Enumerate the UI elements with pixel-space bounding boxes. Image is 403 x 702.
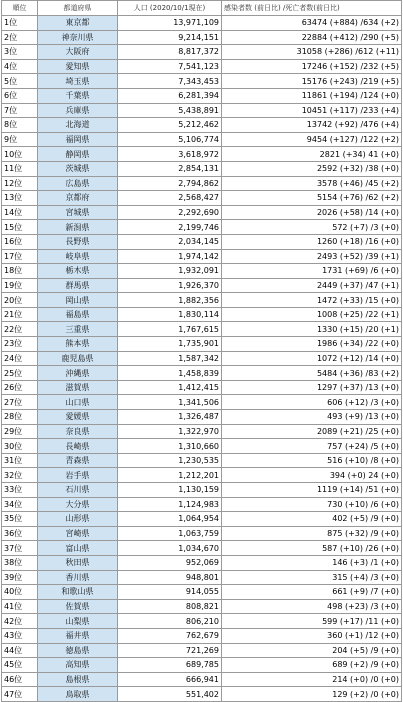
table-row (2, 453, 402, 468)
population-cell: 5,438,891 (118, 103, 222, 118)
table-row (2, 541, 402, 556)
prefecture-cell: 和歌山県 (38, 585, 118, 600)
cases-cell: 17246 (+152) /232 (+5) (222, 59, 402, 74)
prefecture-cell: 徳島県 (38, 643, 118, 658)
cases-cell: 757 (+24) /5 (+0) (222, 439, 402, 454)
rank-cell: 44位 (2, 643, 38, 658)
cases-cell: 572 (+7) /3 (+0) (222, 220, 402, 235)
cases-cell: 2089 (+21) /25 (+0) (222, 424, 402, 439)
table-header-row (2, 1, 402, 16)
rank-cell: 28位 (2, 410, 38, 425)
population-cell: 2,854,131 (118, 161, 222, 176)
prefecture-cell: 東京都 (38, 16, 118, 31)
population-cell: 1,926,370 (118, 278, 222, 293)
rank-cell: 10位 (2, 147, 38, 162)
cases-cell: 15176 (+243) /219 (+5) (222, 74, 402, 89)
cases-cell: 493 (+9) /13 (+0) (222, 410, 402, 425)
table-row (2, 234, 402, 249)
table-row (2, 176, 402, 191)
prefecture-cell: 茨城県 (38, 161, 118, 176)
population-cell: 7,541,123 (118, 59, 222, 74)
cases-cell: 599 (+17) /11 (+0) (222, 614, 402, 629)
prefecture-cell: 北海道 (38, 118, 118, 133)
cases-cell: 129 (+2) /0 (+0) (222, 687, 402, 702)
rank-cell: 30位 (2, 439, 38, 454)
rank-cell: 34位 (2, 497, 38, 512)
prefecture-cell: 宮崎県 (38, 526, 118, 541)
prefecture-cell: 愛媛県 (38, 410, 118, 425)
rank-cell: 8位 (2, 118, 38, 133)
population-cell: 1,830,114 (118, 307, 222, 322)
table-row (2, 337, 402, 352)
population-cell: 5,212,462 (118, 118, 222, 133)
population-cell: 1,412,415 (118, 380, 222, 395)
prefecture-cell: 岡山県 (38, 293, 118, 308)
cases-cell: 1297 (+37) /13 (+0) (222, 380, 402, 395)
table-row (2, 293, 402, 308)
population-cell: 1,310,660 (118, 439, 222, 454)
cases-cell: 9454 (+127) /122 (+2) (222, 132, 402, 147)
prefecture-cell: 愛知県 (38, 59, 118, 74)
rank-cell: 47位 (2, 687, 38, 702)
prefecture-cell: 群馬県 (38, 278, 118, 293)
rank-cell: 21位 (2, 307, 38, 322)
cases-cell: 5154 (+76) /62 (+2) (222, 191, 402, 206)
population-cell: 2,292,690 (118, 205, 222, 220)
rank-cell: 45位 (2, 658, 38, 673)
prefecture-cell: 石川県 (38, 483, 118, 498)
table-row (2, 395, 402, 410)
prefecture-cell: 広島県 (38, 176, 118, 191)
cases-cell: 661 (+9) /7 (+0) (222, 585, 402, 600)
table-row (2, 88, 402, 103)
table-row (2, 585, 402, 600)
cases-cell: 402 (+5) /9 (+0) (222, 512, 402, 527)
cases-cell: 730 (+10) /6 (+0) (222, 497, 402, 512)
cases-cell: 31058 (+286) /612 (+11) (222, 45, 402, 60)
table-row (2, 351, 402, 366)
table-row (2, 30, 402, 45)
prefecture-cell: 香川県 (38, 570, 118, 585)
prefecture-cell: 岐阜県 (38, 249, 118, 264)
rank-cell: 20位 (2, 293, 38, 308)
rank-cell: 22位 (2, 322, 38, 337)
rank-cell: 23位 (2, 337, 38, 352)
population-cell: 9,214,151 (118, 30, 222, 45)
cases-cell: 5484 (+36) /83 (+2) (222, 366, 402, 381)
prefecture-cell: 熊本県 (38, 337, 118, 352)
prefecture-cell: 島根県 (38, 672, 118, 687)
population-cell: 914,055 (118, 585, 222, 600)
population-cell: 1,587,342 (118, 351, 222, 366)
prefecture-cell: 滋賀県 (38, 380, 118, 395)
table-row (2, 220, 402, 235)
cases-header: 感染者数 (前日比) /死亡者数(前日比) (222, 1, 402, 16)
prefecture-cell: 高知県 (38, 658, 118, 673)
cases-cell: 2026 (+58) /14 (+0) (222, 205, 402, 220)
rank-cell: 9位 (2, 132, 38, 147)
table-row (2, 307, 402, 322)
table-row (2, 249, 402, 264)
prefecture-cell: 兵庫県 (38, 103, 118, 118)
prefecture-cell: 京都府 (38, 191, 118, 206)
prefecture-cell: 千葉県 (38, 88, 118, 103)
prefecture-cell: 山口県 (38, 395, 118, 410)
prefecture-ranking-table (1, 0, 402, 702)
rank-cell: 35位 (2, 512, 38, 527)
cases-cell: 146 (+3) /1 (+0) (222, 555, 402, 570)
population-cell: 762,679 (118, 628, 222, 643)
cases-cell: 498 (+23) /3 (+0) (222, 599, 402, 614)
table-row (2, 468, 402, 483)
rank-cell: 12位 (2, 176, 38, 191)
prefecture-cell: 富山県 (38, 541, 118, 556)
prefecture-cell: 三重県 (38, 322, 118, 337)
population-cell: 1,130,159 (118, 483, 222, 498)
prefecture-cell: 秋田県 (38, 555, 118, 570)
rank-cell: 38位 (2, 555, 38, 570)
cases-cell: 1472 (+33) /15 (+0) (222, 293, 402, 308)
table-row (2, 366, 402, 381)
table-row (2, 570, 402, 585)
population-cell: 1,230,535 (118, 453, 222, 468)
prefecture-cell: 新潟県 (38, 220, 118, 235)
population-cell: 8,817,372 (118, 45, 222, 60)
rank-cell: 24位 (2, 351, 38, 366)
rank-cell: 37位 (2, 541, 38, 556)
table-row (2, 118, 402, 133)
table-row (2, 191, 402, 206)
population-cell: 2,794,862 (118, 176, 222, 191)
cases-cell: 13742 (+92) /476 (+4) (222, 118, 402, 133)
cases-cell: 875 (+32) /9 (+0) (222, 526, 402, 541)
population-cell: 806,210 (118, 614, 222, 629)
rank-cell: 40位 (2, 585, 38, 600)
population-cell: 2,199,746 (118, 220, 222, 235)
table-row (2, 614, 402, 629)
population-cell: 6,281,394 (118, 88, 222, 103)
rank-cell: 13位 (2, 191, 38, 206)
rank-cell: 36位 (2, 526, 38, 541)
cases-cell: 3578 (+46) /45 (+2) (222, 176, 402, 191)
table-row (2, 512, 402, 527)
population-cell: 2,034,145 (118, 234, 222, 249)
rank-cell: 42位 (2, 614, 38, 629)
cases-cell: 22884 (+412) /290 (+5) (222, 30, 402, 45)
table-row (2, 497, 402, 512)
table-row (2, 16, 402, 31)
prefecture-cell: 大分県 (38, 497, 118, 512)
table-row (2, 658, 402, 673)
population-cell: 13,971,109 (118, 16, 222, 31)
cases-cell: 1119 (+14) /51 (+0) (222, 483, 402, 498)
rank-header: 順位 (2, 1, 38, 16)
cases-cell: 606 (+12) /3 (+0) (222, 395, 402, 410)
rank-cell: 46位 (2, 672, 38, 687)
prefecture-cell: 青森県 (38, 453, 118, 468)
cases-cell: 1330 (+15) /20 (+1) (222, 322, 402, 337)
population-cell: 1,882,356 (118, 293, 222, 308)
population-cell: 1,326,487 (118, 410, 222, 425)
cases-cell: 1008 (+25) /22 (+1) (222, 307, 402, 322)
table-body (2, 16, 402, 702)
population-cell: 1,064,954 (118, 512, 222, 527)
prefecture-cell: 福岡県 (38, 132, 118, 147)
rank-cell: 11位 (2, 161, 38, 176)
prefecture-cell: 大阪府 (38, 45, 118, 60)
prefecture-cell: 山形県 (38, 512, 118, 527)
cases-cell: 360 (+1) /12 (+0) (222, 628, 402, 643)
population-cell: 5,106,774 (118, 132, 222, 147)
table-row (2, 599, 402, 614)
prefecture-cell: 鹿児島県 (38, 351, 118, 366)
table-row (2, 672, 402, 687)
table-row (2, 628, 402, 643)
population-cell: 666,941 (118, 672, 222, 687)
population-cell: 952,069 (118, 555, 222, 570)
rank-cell: 1位 (2, 16, 38, 31)
table-row (2, 205, 402, 220)
prefecture-cell: 佐賀県 (38, 599, 118, 614)
cases-cell: 394 (+0) 24 (+0) (222, 468, 402, 483)
table-row (2, 45, 402, 60)
rank-cell: 2位 (2, 30, 38, 45)
prefecture-cell: 宮城県 (38, 205, 118, 220)
population-cell: 948,801 (118, 570, 222, 585)
population-cell: 2,568,427 (118, 191, 222, 206)
population-cell: 1,322,970 (118, 424, 222, 439)
population-cell: 1,735,901 (118, 337, 222, 352)
cases-cell: 11861 (+194) /124 (+0) (222, 88, 402, 103)
population-cell: 551,402 (118, 687, 222, 702)
cases-cell: 1260 (+18) /16 (+0) (222, 234, 402, 249)
rank-cell: 32位 (2, 468, 38, 483)
population-cell: 1,974,142 (118, 249, 222, 264)
table-row (2, 424, 402, 439)
population-cell: 1,932,091 (118, 264, 222, 279)
cases-cell: 10451 (+117) /233 (+4) (222, 103, 402, 118)
table-row (2, 278, 402, 293)
table-row (2, 132, 402, 147)
rank-cell: 16位 (2, 234, 38, 249)
rank-cell: 29位 (2, 424, 38, 439)
rank-cell: 3位 (2, 45, 38, 60)
table-row (2, 322, 402, 337)
rank-cell: 26位 (2, 380, 38, 395)
cases-cell: 1072 (+12) /14 (+0) (222, 351, 402, 366)
population-cell: 689,785 (118, 658, 222, 673)
table-row (2, 410, 402, 425)
table-row (2, 555, 402, 570)
table-row (2, 483, 402, 498)
table-row (2, 59, 402, 74)
prefecture-cell: 岩手県 (38, 468, 118, 483)
cases-cell: 214 (+0) /0 (+0) (222, 672, 402, 687)
prefecture-cell: 沖縄県 (38, 366, 118, 381)
table-row (2, 687, 402, 702)
prefecture-cell: 奈良県 (38, 424, 118, 439)
rank-cell: 39位 (2, 570, 38, 585)
rank-cell: 27位 (2, 395, 38, 410)
table-row (2, 147, 402, 162)
table-row (2, 526, 402, 541)
prefecture-cell: 栃木県 (38, 264, 118, 279)
rank-cell: 43位 (2, 628, 38, 643)
cases-cell: 2821 (+34) 41 (+0) (222, 147, 402, 162)
rank-cell: 15位 (2, 220, 38, 235)
rank-cell: 7位 (2, 103, 38, 118)
population-cell: 1,124,983 (118, 497, 222, 512)
population-cell: 721,269 (118, 643, 222, 658)
population-header: 人口 (2020/10/1現在) (118, 1, 222, 16)
population-cell: 7,343,453 (118, 74, 222, 89)
rank-cell: 31位 (2, 453, 38, 468)
rank-cell: 17位 (2, 249, 38, 264)
table-row (2, 264, 402, 279)
table-row (2, 643, 402, 658)
prefecture-header: 都道府県 (38, 1, 118, 16)
prefecture-cell: 福井県 (38, 628, 118, 643)
prefecture-cell: 埼玉県 (38, 74, 118, 89)
cases-cell: 689 (+2) /9 (+0) (222, 658, 402, 673)
population-cell: 3,618,972 (118, 147, 222, 162)
cases-cell: 1986 (+34) /22 (+0) (222, 337, 402, 352)
cases-cell: 63474 (+884) /634 (+2) (222, 16, 402, 31)
prefecture-cell: 静岡県 (38, 147, 118, 162)
prefecture-cell: 鳥取県 (38, 687, 118, 702)
population-cell: 1,212,201 (118, 468, 222, 483)
rank-cell: 25位 (2, 366, 38, 381)
cases-cell: 2493 (+52) /39 (+1) (222, 249, 402, 264)
population-cell: 1,063,759 (118, 526, 222, 541)
rank-cell: 5位 (2, 74, 38, 89)
population-cell: 1,034,670 (118, 541, 222, 556)
rank-cell: 14位 (2, 205, 38, 220)
table-row (2, 161, 402, 176)
rank-cell: 33位 (2, 483, 38, 498)
rank-cell: 6位 (2, 88, 38, 103)
prefecture-cell: 長崎県 (38, 439, 118, 454)
rank-cell: 4位 (2, 59, 38, 74)
table-row (2, 103, 402, 118)
population-cell: 1,341,506 (118, 395, 222, 410)
rank-cell: 41位 (2, 599, 38, 614)
table-row (2, 74, 402, 89)
population-cell: 808,821 (118, 599, 222, 614)
cases-cell: 315 (+4) /3 (+0) (222, 570, 402, 585)
table-row (2, 380, 402, 395)
cases-cell: 516 (+10) /8 (+0) (222, 453, 402, 468)
prefecture-cell: 山梨県 (38, 614, 118, 629)
cases-cell: 2449 (+37) /47 (+1) (222, 278, 402, 293)
cases-cell: 587 (+10) /26 (+0) (222, 541, 402, 556)
population-cell: 1,767,615 (118, 322, 222, 337)
cases-cell: 2592 (+32) /38 (+0) (222, 161, 402, 176)
population-cell: 1,458,839 (118, 366, 222, 381)
rank-cell: 19位 (2, 278, 38, 293)
prefecture-cell: 福島県 (38, 307, 118, 322)
cases-cell: 1731 (+69) /6 (+0) (222, 264, 402, 279)
cases-cell: 204 (+5) /9 (+0) (222, 643, 402, 658)
prefecture-cell: 神奈川県 (38, 30, 118, 45)
prefecture-cell: 長野県 (38, 234, 118, 249)
table-row (2, 439, 402, 454)
rank-cell: 18位 (2, 264, 38, 279)
